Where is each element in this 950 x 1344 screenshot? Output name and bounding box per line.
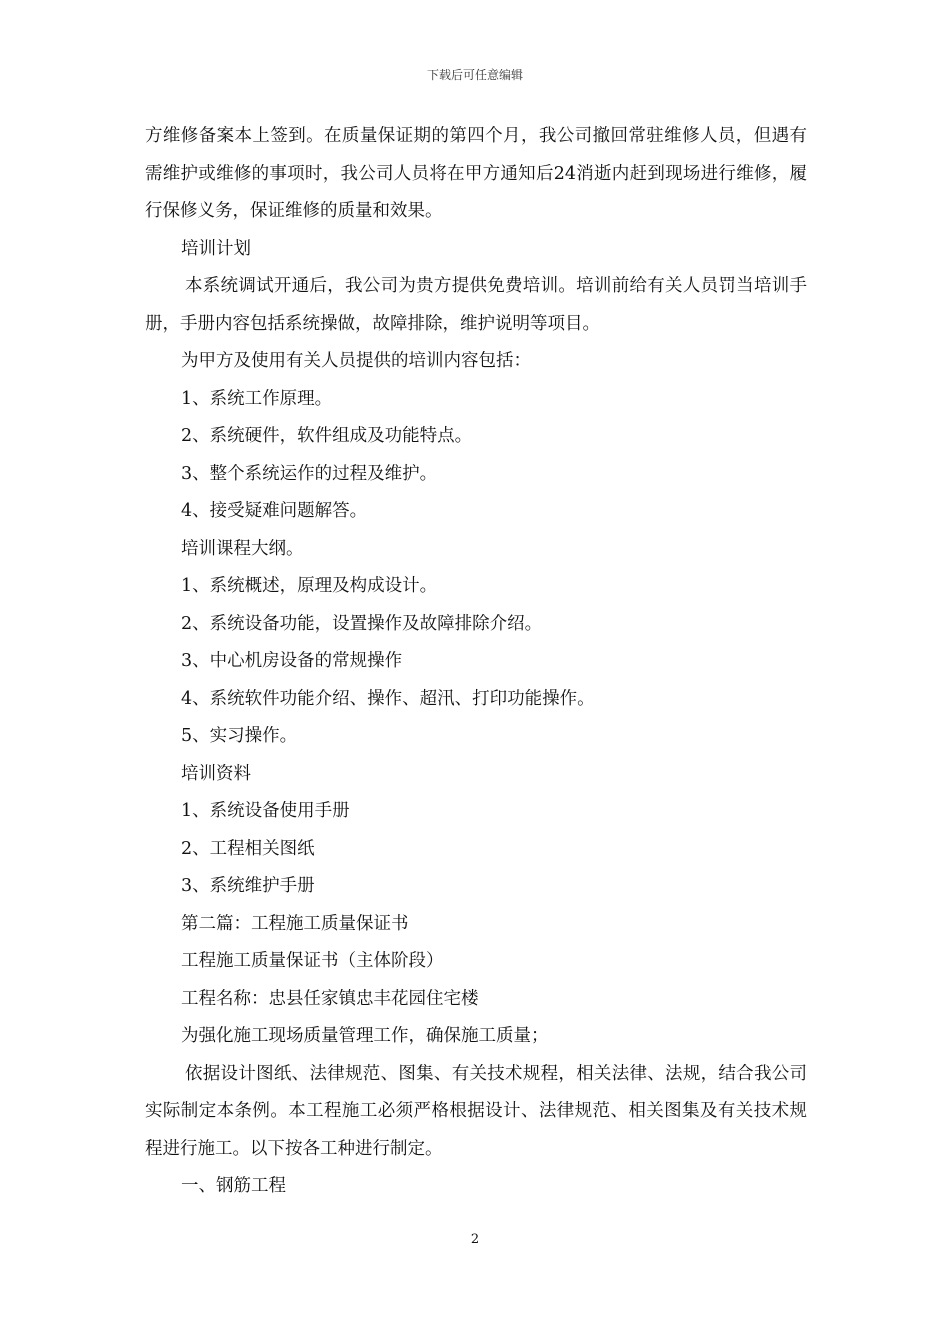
paragraph-purpose: 为强化施工现场质量管理工作，确保施工质量； — [181, 1026, 549, 1046]
paragraph-basis: 依据设计图纸、法律规范、图集、有关技术规程，相关法律、法规，结合我公司实际制定本条例。本工程施工必须严格根据设计、法律规范、相关图集及有关技术规程进行施工。以下按各工种进行制定。 — [145, 1063, 807, 1159]
list-item: 3、系统维护手册 — [181, 876, 315, 896]
list-item: 2、系统设备功能，设置操作及故障排除介绍。 — [181, 613, 543, 634]
heading-course-outline: 培训课程大纲。 — [181, 538, 304, 559]
list-item: 2、系统硬件，软件组成及功能特点。 — [181, 426, 473, 446]
list-item: 5、实习操作。 — [181, 726, 298, 746]
list-item: 1、系统设备使用手册 — [181, 801, 350, 821]
document-body — [145, 118, 807, 1206]
list-item: 2、工程相关图纸 — [181, 838, 315, 859]
page-header: 下载后可任意编辑 — [426, 68, 523, 82]
heading-part-two: 第二篇：工程施工质量保证书 — [181, 913, 409, 934]
paragraph-training-intro: 本系统调试开通后，我公司为贵方提供免费培训。培训前给有关人员罚当培训手册，手册内容包括系统操做，故障排除，维护说明等项目。 — [145, 276, 807, 334]
list-item: 1、系统工作原理。 — [181, 388, 333, 409]
list-item: 1、系统概述，原理及构成设计。 — [181, 576, 438, 596]
paragraph-1: 方维修备案本上签到。在质量保证期的第四个月，我公司撤回常驻维修人员，但遇有需维护或维修的事项时，我公司人员将在甲方通知后24消逝内赶到现场进行维修，履行保修义务，保证维修的质量和效果。 — [145, 126, 807, 221]
list-item: 3、中心机房设备的常规操作 — [181, 651, 403, 671]
project-name: 工程名称：忠县任家镇忠丰花园住宅楼 — [181, 988, 479, 1009]
heading-training-materials: 培训资料 — [181, 763, 251, 784]
page-number: 2 — [470, 1232, 480, 1247]
heading-training-plan: 培训计划 — [181, 238, 251, 259]
heading-quality-guarantee: 工程施工质量保证书（主体阶段） — [181, 951, 444, 971]
paragraph-training-content: 为甲方及使用有关人员提供的培训内容包括： — [181, 351, 531, 371]
list-item: 4、系统软件功能介绍、操作、超汛、打印功能操作。 — [181, 688, 595, 709]
list-item: 3、整个系统运作的过程及维护。 — [181, 463, 438, 484]
heading-rebar-works: 一、钢筋工程 — [181, 1176, 286, 1196]
list-item: 4、接受疑难问题解答。 — [181, 501, 368, 521]
